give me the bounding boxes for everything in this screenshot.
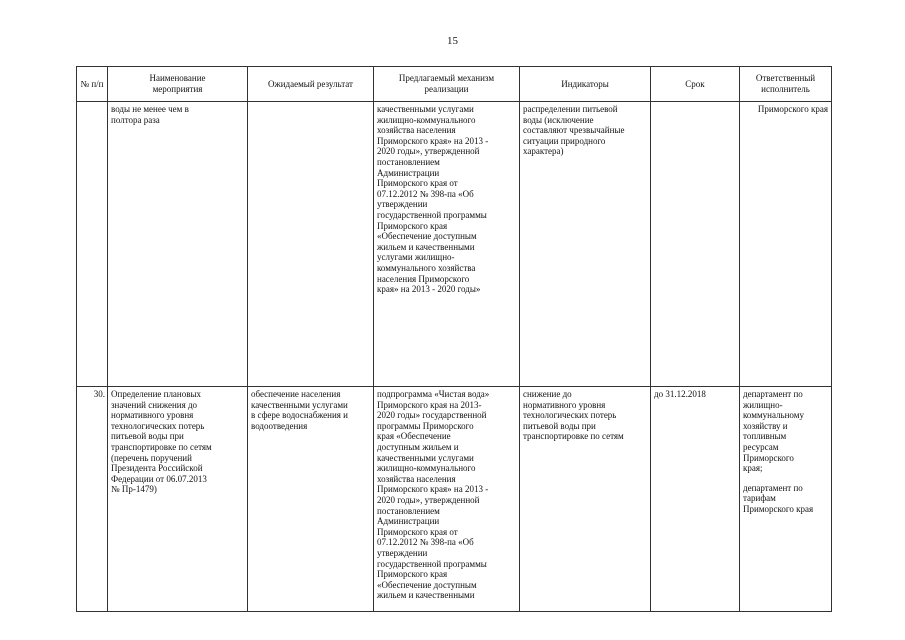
header-indicators: Индикаторы [520, 67, 651, 102]
measures-table [76, 66, 832, 612]
page-number: 15 [447, 35, 458, 47]
cell-mechanism: подпрограмма «Чистая вода» Приморского края на 2013- 2020 годы» государственной программы Приморского края «Обеспечение доступным жильем и качественными услугами жилищно-коммунального хозяйства населения Приморского края» на 2013 - 2020 годы», утвержденной постановлением Администрации Приморского края от 07.12.2012 № 398-па «Об утверждении государственной программы Приморского края «Обеспечение доступным жильем и качественными [374, 387, 520, 612]
cell-responsible [740, 387, 832, 612]
cell-num: 30. [77, 387, 108, 612]
responsible-2: департамент по тарифам Приморского края [743, 482, 814, 514]
table-row [77, 387, 832, 612]
header-mechanism: Предлагаемый механизм реализации [374, 67, 520, 102]
cell-deadline: до 31.12.2018 [651, 387, 740, 612]
cell-responsible: Приморского края [740, 102, 832, 387]
cell-indicators: снижение до нормативного уровня технологических потерь питьевой воды при транспортировке по сетям [520, 387, 651, 612]
cell-name: воды не менее чем в полтора раза [108, 102, 248, 387]
cell-name: Определение плановых значений снижения до нормативного уровня технологических потерь питьевой воды при транспортировке по сетям (перечень поручений Президента Российской Федерации от 06.07.2013 № Пр-1479) [108, 387, 248, 612]
cell-deadline [651, 102, 740, 387]
header-name: Наименование мероприятия [108, 67, 248, 102]
table-row [77, 102, 832, 387]
cell-indicators: распределении питьевой воды (исключение составляют чрезвычайные ситуации природного характера) [520, 102, 651, 387]
header-deadline: Срок [651, 67, 740, 102]
cell-result: обеспечение населения качественными услугами в сфере водоснабжения и водоотведения [248, 387, 374, 612]
table-header-row [77, 67, 832, 102]
cell-result [248, 102, 374, 387]
header-result: Ожидаемый результат [248, 67, 374, 102]
cell-num [77, 102, 108, 387]
header-num: № п/п [77, 67, 108, 102]
responsible-1: департамент по жилищно- коммунальному хозяйству и топливным ресурсам Приморского края; [743, 389, 804, 474]
cell-mechanism: качественными услугами жилищно-коммунального хозяйства населения Приморского края» на 2013 - 2020 годы», утвержденной постановлением Администрации Приморского края от 07.12.2012 № 398-па «Об утверждении государственной программы Приморского края «Обеспечение доступным жильем и качественными услугами жилищно- коммунального хозяйства населения Приморского края» на 2013 - 2020 годы» [374, 102, 520, 387]
header-responsible: Ответственный исполнитель [740, 67, 832, 102]
